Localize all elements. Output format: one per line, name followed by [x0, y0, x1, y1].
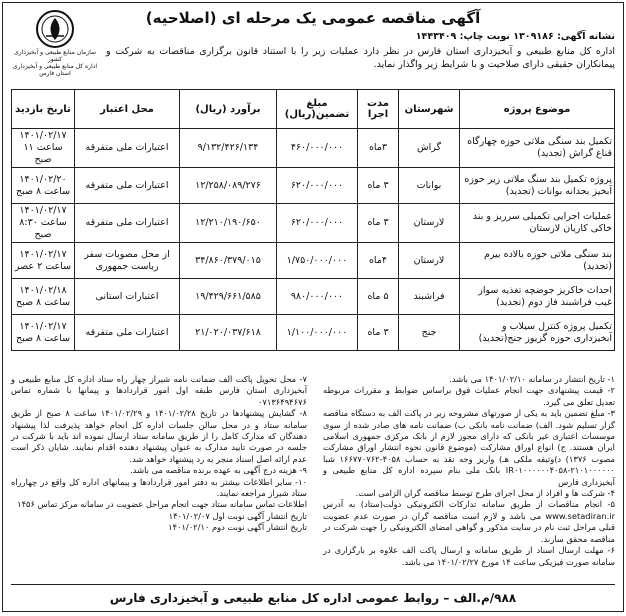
footer-signature: ۹۸۸/م.الف – روابط عمومی اداره کل منابع طبیعی و آبخیزداری فارس: [109, 591, 517, 605]
cell-guarantee: ۶۲۰/۰۰۰/۰۰۰: [277, 204, 358, 243]
emblem-icon: [35, 9, 75, 49]
table-row: [12, 204, 615, 243]
contact-info: اطلاعات تماس سامانه ستاد جهت انجام مراحل عضویت در سامانه مرکز تماس ۱۴۵۶: [17, 499, 307, 510]
cell-source: اعتبارات ملی متفرقه: [75, 315, 180, 351]
cell-source: از محل مصوبات سفر ریاست جمهوری: [75, 243, 180, 279]
table-row: [12, 129, 615, 168]
condition-item: ۹- هزینه درج آگهی به عهده برنده مناقصه می باشد.: [130, 465, 307, 476]
cell-visit: ۱۴۰۱/۰۲/۱۷ ساعت ۸ صبح: [12, 315, 75, 351]
cell-city: فراشبند: [399, 279, 460, 315]
header-project: موضوع پروژه: [460, 90, 615, 129]
tender-notice: [2, 2, 624, 612]
cell-visit: ۱۴۰۱/۰۲/۱۸ ساعت ۸ صبح: [12, 279, 75, 315]
cell-guarantee: ۱/۷۵۰/۰۰۰/۰۰۰: [277, 243, 358, 279]
cell-duration: ۵ ماه: [358, 279, 399, 315]
cell-estimate: ۱۲/۲۵۸/۰۸۹/۲۷۶: [180, 168, 277, 204]
conditions-left-column: [11, 374, 307, 534]
header-duration: مدت اجرا: [358, 90, 399, 129]
notice-meta: نشانه آگهی: ۱۳۰۹۱۸۶ نوبت چاپ: ۱۴۴۳۴۰۹: [415, 31, 615, 42]
cell-visit: ۱۴۰۱/۰۲/۱۷ ساعت ۲ عصر: [12, 243, 75, 279]
header-guarantee: مبلغ تضمین(ریال): [277, 90, 358, 129]
intro-text: اداره کل منابع طبیعی و آبخیزداری استان فارس در نظر دارد عملیات زیر را با استناد قانون برگزاری مناقصات به شرکت و پیمانکاران حقیقی دارای صلاحیت و با شرایط زیر واگذار نماید.: [106, 46, 615, 70]
cell-guarantee: ۹۸۰/۰۰۰/۰۰۰: [277, 279, 358, 315]
header-city: شهرستان: [399, 90, 460, 129]
cell-source: اعتبارات ملی متفرقه: [75, 129, 180, 168]
cell-duration: ۳ماه: [358, 129, 399, 168]
footer-divider: [11, 584, 615, 585]
table-row: [12, 168, 615, 204]
condition-item: ۱- تاریخ انتشار در سامانه ۱۴۰۱/۰۲/۱۰ می باشد.: [449, 374, 615, 384]
cell-duration: ۳ ماه: [358, 168, 399, 204]
table-row: [12, 315, 615, 351]
conditions-right-column: [323, 374, 615, 568]
cell-city: لارستان: [399, 243, 460, 279]
cell-city: جنج: [399, 315, 460, 351]
table-row: [12, 243, 615, 279]
cell-estimate: ۲۱/۰۲۰/۰۳۷/۶۱۸: [180, 315, 277, 351]
condition-item: ۷- محل تحویل پاکت الف ضمانت نامه شیراز چهار راه ستاد اداره کل منابع طبیعی و آبخیزداری استان فارس طبقه اول امور قراردادها و پیمانها با شماره تماس ۰۷۱۳۶۴۹۴۶۷۶: [11, 374, 307, 407]
cell-duration: ۴ماه: [358, 243, 399, 279]
second-publish-date: تاریخ انتشار آگهی نوبت دوم ۱۴۰۱/۰۲/۱۰: [168, 522, 307, 533]
cell-estimate: ۱۹/۴۲۹/۶۶۱/۵۸۵: [180, 279, 277, 315]
cell-source: اعتبارات ملی متفرقه: [75, 204, 180, 243]
cell-visit: ۱۴۰۱/۰۲/۲۰ ساعت ۸ صبح: [12, 168, 75, 204]
cell-city: بوانات: [399, 168, 460, 204]
cell-duration: ۳ ماه: [358, 204, 399, 243]
cell-estimate: ۹/۱۳۲/۴۲۶/۱۳۴: [180, 129, 277, 168]
first-publish-date: تاریخ انتشار آگهی نوبت اول ۱۴۰۱/۰۲/۰۷: [168, 510, 307, 521]
cell-guarantee: ۴۶۰/۰۰۰/۰۰۰: [277, 129, 358, 168]
condition-item: ۴- شرکت ها و افراد از محل اجرای طرح توسط مناقصه گران الزامی است.: [355, 488, 615, 499]
cell-project: تکمیل پروژه کنترل سیلاب و آبخیزداری حوزه گزیوز جنج(تجدید): [460, 315, 615, 351]
logo-caption: سازمان منابع طبیعی و آبخیزداری کشور اداره کل منابع طبیعی و آبخیزداری استان فارس: [12, 49, 98, 77]
cell-guarantee: ۶۲۰/۰۰۰/۰۰۰: [277, 168, 358, 204]
cell-project: عملیات اجرایی تکمیلی سرریز و بند خاکی کاریان لارستان: [460, 204, 615, 243]
cell-source: اعتبارات استانی: [75, 279, 180, 315]
condition-item: ۵- انجام مناقصات از طریق سامانه تدارکات الکترونیکی دولت(ستاد) به آدرس www.setadiran.ir می باشد و لازم است مناقصه گران در صورت عدم عضویت قبلی مراحل ثبت نام در سایت مذکور و گواهی امضای الکترونیکی را جهت شرکت در مناقصه محقق سازند.: [323, 499, 615, 544]
table-row: [12, 279, 615, 315]
cell-city: لارستان: [399, 204, 460, 243]
table-header-row: [12, 90, 615, 129]
header-estimate: برآورد (ریال): [180, 90, 277, 129]
condition-item: ۱۰- سایر اطلاعات بیشتر به دفتر امور قراردادها و پیمانهای اداره کل واقع در چهارراه ستاد شیراز مراجعه نمایند.: [11, 476, 307, 499]
cell-project: بند سنگی ملاتی حوزه بالاده بیرم (تجدید): [460, 243, 615, 279]
cell-project: تکمیل بند سنگی ملاتی حوزه چهارگاه قناغ گراش (تجدید): [460, 129, 615, 168]
condition-item: ۲- قیمت پیشنهادی جهت انجام عملیات فوق براساس ضوابط و مقررات مربوطه تعدیل تعلق می گیرد.: [323, 385, 615, 407]
cell-estimate: ۳۴/۸۶۰/۳۷۹/۰۱۵: [180, 243, 277, 279]
header-visit: تاریخ بازدید: [12, 90, 75, 129]
cell-estimate: ۱۲/۲۱۰/۱۹۰/۶۵۰: [180, 204, 277, 243]
condition-item: ۸- گشایش پیشنهادها در تاریخ ۱۴۰۱/۰۲/۲۸ و ۱۴۰۱/۰۲/۲۹ ساعت ۸ صبح از طریق سامانه ستاد و در محل سالن جلسات اداره کل انجام خواهد پذیرفت لذا پیشنهاد دهندگان که مدارک کامل را از طریق سامانه ستاد ارسال نموده اند باید با شرکت در جلسه در صورت تایید مدارک به عنوان پیشنهاد دهنده اقدام نمایند. شایان ذکر است عدم ارائه اصل اسناد منجر به رد پیشنهاد خواهد شد.: [11, 408, 307, 464]
cell-visit: ۱۴۰۱/۰۲/۱۷ ساعت ۱۱ صبح: [12, 129, 75, 168]
projects-table: [11, 89, 615, 351]
cell-guarantee: ۱/۱۰۰/۰۰۰/۰۰۰: [277, 315, 358, 351]
cell-duration: ۳ ماه: [358, 315, 399, 351]
condition-item: ۶- مهلت ارسال اسناد از طریق سامانه و ارسال پاکت الف علاوه بر بارگزاری در سامانه صورت فیزیکی ساعت ۱۴ مورخ ۱۴۰۱/۰۲/۲۷ می باشد.: [323, 545, 615, 567]
cell-city: گراش: [399, 129, 460, 168]
cell-project: پروژه تکمیل بند سنگ ملاتی زیر حوزه آبخیز بحدانه بوانات (تجدید): [460, 168, 615, 204]
cell-visit: ۱۴۰۱/۰۲/۱۷ ساعت ۸:۳۰ صبح: [12, 204, 75, 243]
header-source: محل اعتبار: [75, 90, 180, 129]
cell-project: احداث خاکریز جوضچه تغذیه سوار غیب فراشبند فاز دوم (تجدید): [460, 279, 615, 315]
notice-title: آگهی مناقصه عمومی یک مرحله ای (اصلاحیه): [145, 9, 481, 27]
condition-item: ۳- مبلغ تضمین باید به یکی از صورتهای مشروحه زیر در پاکت الف به دستگاه مناقصه گزار تسلیم شود. الف) ضمانت نامه بانکی ب) ضمانت نامه های صادر شده از سوی موسسات اعتباری غیر بانکی که دارای مجوز لازم از بانک مرکزی جمهوری اسلامی ایران هستند. ج) انواع اوراق مشارکت (موضوع قانون نحوه انتشار اوراق مشارکت مصوب ۱۳۷۶) د)وثیقه ملکی هـ) واریز وجه نقد به حساب ۴۰۵۸-۱۶۶۷۷۰۷۶۲ شبا IR۰۱۰۰۰۰۰۰۴۰۵۸-۲۱۰۱۰۰۰۰۰۰ بانک ملی بنام سپرده اداره کل منابع طبیعی و آبخیزداری فارس: [323, 408, 616, 487]
cell-source: اعتبارات ملی متفرقه: [75, 168, 180, 204]
